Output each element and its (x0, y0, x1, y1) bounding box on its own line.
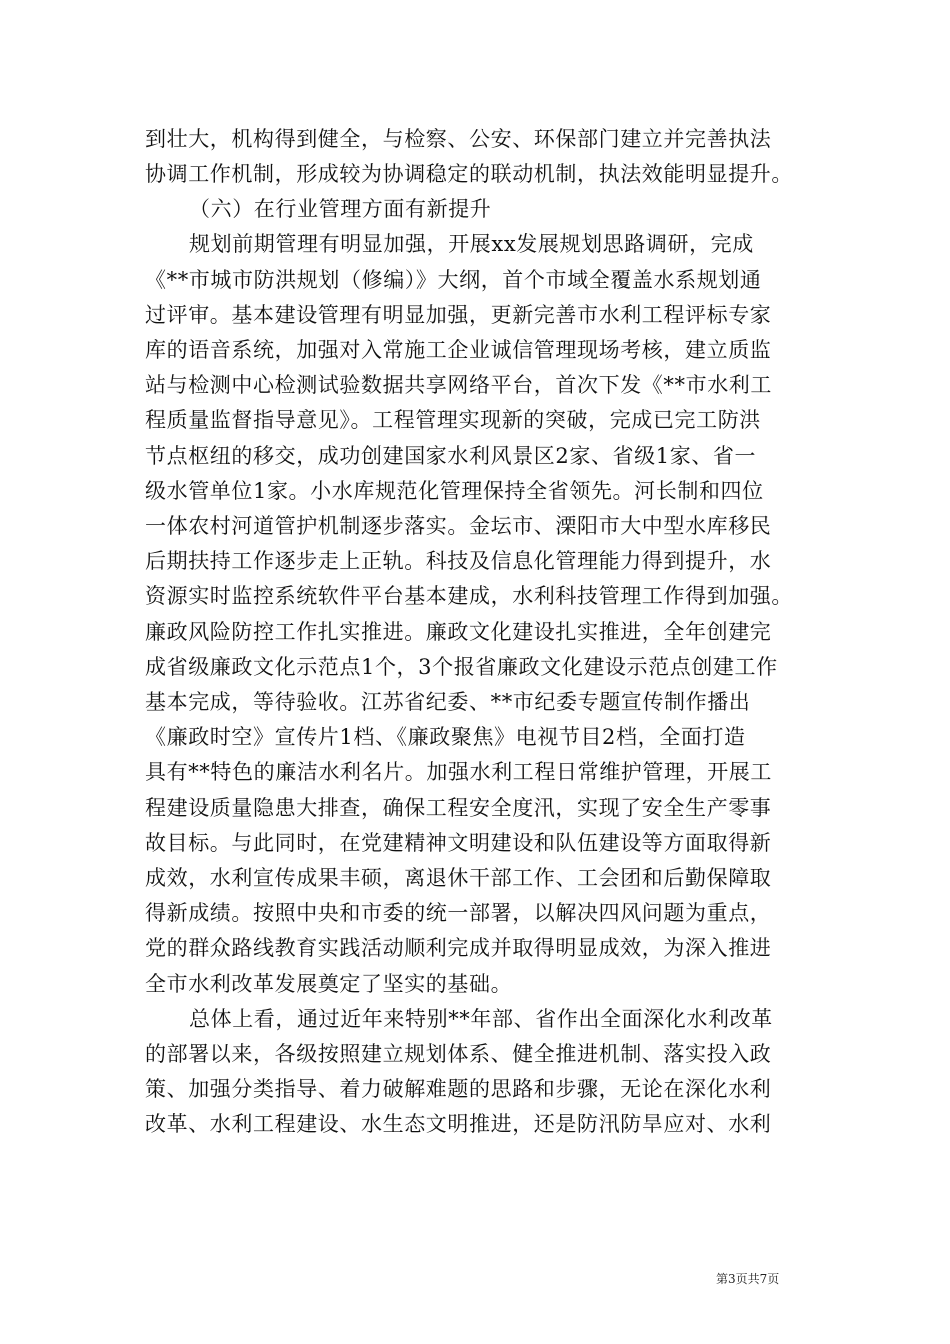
page-number: 第3页共7页 (716, 1272, 780, 1286)
text-line: 协调工作机制，形成较为协调稳定的联动机制，执法效能明显提升。 (145, 162, 793, 186)
text-line: 过评审。基本建设管理有明显加强，更新完善市水利工程评标专家 (145, 303, 772, 327)
text-line: 程质量监督指导意见》。工程管理实现新的突破，完成已完工防洪 (145, 408, 761, 432)
text-line: 到壮大，机构得到健全，与检察、公安、环保部门建立并完善执法 (145, 127, 772, 151)
text-line: 基本完成，等待验收。江苏省纪委、**市纪委专题宣传制作播出 (145, 690, 751, 714)
text-line: 程建设质量隐患大排查，确保工程安全度汛，实现了安全生产零事 (145, 796, 772, 820)
text-line: 《廉政时空》宣传片1档、《廉政聚焦》电视节目2档，全面打造 (145, 725, 746, 749)
text-line: 规划前期管理有明显加强，开展xx发展规划思路调研，完成 (189, 232, 754, 256)
text-line: 节点枢纽的移交，成功创建国家水利风景区2家、省级1家、省一 (145, 444, 757, 468)
text-line: 改革、水利工程建设、水生态文明推进，还是防汛防旱应对、水利 (145, 1112, 772, 1136)
text-line: 级水管单位1家。小水库规范化管理保持全省领先。河长制和四位 (145, 479, 764, 503)
text-line: 一体农村河道管护机制逐步落实。金坛市、溧阳市大中型水库移民 (145, 514, 772, 538)
text-line: 库的语音系统，加强对入常施工企业诚信管理现场考核，建立质监 (145, 338, 772, 362)
text-line: 的部署以来，各级按照建立规划体系、健全推进机制、落实投入政 (145, 1042, 772, 1066)
text-line: 总体上看，通过近年来特别**年部、省作出全面深化水利改革 (189, 1007, 773, 1031)
text-line: 站与检测中心检测试验数据共享网络平台，首次下发《**市水利工 (145, 373, 772, 397)
text-line: 全市水利改革发展奠定了坚实的基础。 (145, 972, 513, 996)
text-line: 成效，水利宣传成果丰硕，离退休干部工作、工会团和后勤保障取 (145, 866, 772, 890)
section-heading: （六）在行业管理方面有新提升 (189, 197, 492, 221)
text-line: 资源实时监控系统软件平台基本建成，水利科技管理工作得到加强。 (145, 584, 793, 608)
text-line: 成省级廉政文化示范点1个，3个报省廉政文化建设示范点创建工作 (145, 655, 778, 679)
text-line: 具有**特色的廉洁水利名片。加强水利工程日常维护管理，开展工 (145, 760, 772, 784)
text-line: 廉政风险防控工作扎实推进。廉政文化建设扎实推进，全年创建完 (145, 620, 772, 644)
text-line: 后期扶持工作逐步走上正轨。科技及信息化管理能力得到提升，水 (145, 549, 772, 573)
text-line: 故目标。与此同时，在党建精神文明建设和队伍建设等方面取得新 (145, 831, 772, 855)
text-line: 《**市城市防洪规划（修编）》大纲，首个市域全覆盖水系规划通 (145, 268, 762, 292)
text-line: 得新成绩。按照中央和市委的统一部署，以解决四风问题为重点， (145, 901, 772, 925)
text-line: 党的群众路线教育实践活动顺利完成并取得明显成效，为深入推进 (145, 936, 772, 960)
text-line: 策、加强分类指导、着力破解难题的思路和步骤，无论在深化水利 (145, 1077, 772, 1101)
